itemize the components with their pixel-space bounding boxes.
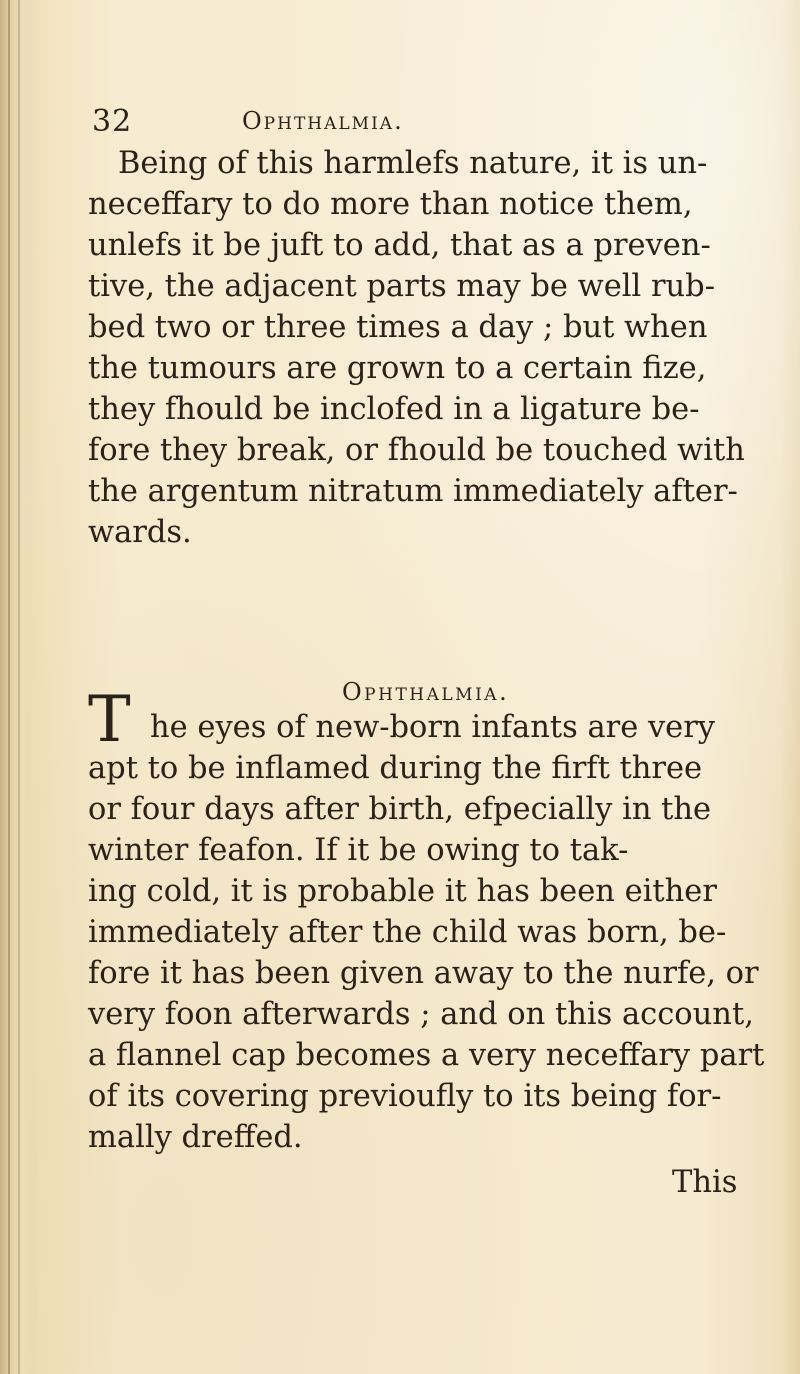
text-line: wards. [88, 515, 192, 550]
text-line: mally dreffed. [88, 1120, 303, 1155]
text-line: the argentum nitratum immediately after- [88, 474, 738, 509]
text-line: fore they break, or fhould be touched with [88, 433, 745, 468]
text-line: tive, the adjacent parts may be well rub- [88, 269, 716, 304]
text-line: the tumours are grown to a certain fize, [88, 351, 707, 386]
running-head: Ophthalmia. [242, 107, 404, 135]
text-line: very foon afterwards ; and on this account, [88, 997, 754, 1032]
drop-cap: T [88, 683, 131, 757]
page-header [92, 104, 612, 144]
text-line: bed two or three times a day ; but when [88, 310, 708, 345]
catchword: This [672, 1165, 738, 1200]
text-line: he eyes of new-born infants are very [150, 710, 716, 745]
text-line: neceffary to do more than notice them, [88, 187, 693, 222]
text-line: a flannel cap becomes a very neceffary part [88, 1038, 765, 1073]
text-line: Being of this harmlefs nature, it is un- [118, 146, 708, 181]
text-line: they fhould be inclofed in a ligature be- [88, 392, 700, 427]
text-line: apt to be inflamed during the firft three [88, 751, 703, 786]
text-line: of its covering previoufly to its being for- [88, 1079, 722, 1114]
binding-line [8, 0, 10, 1374]
page-number: 32 [92, 104, 133, 139]
section-heading: Ophthalmia. [342, 678, 510, 706]
text-line: or four days after birth, efpecially in the [88, 792, 712, 827]
text-line: unlefs it be juft to add, that as a preven- [88, 228, 711, 263]
binding-line [18, 0, 20, 1374]
text-line: immediately after the child was born, be- [88, 915, 727, 950]
text-line: ing cold, it is probable it has been either [88, 874, 717, 909]
text-line: fore it has been given away to the nurfe, or [88, 956, 759, 991]
text-line: winter feafon. If it be owing to tak- [88, 833, 629, 868]
